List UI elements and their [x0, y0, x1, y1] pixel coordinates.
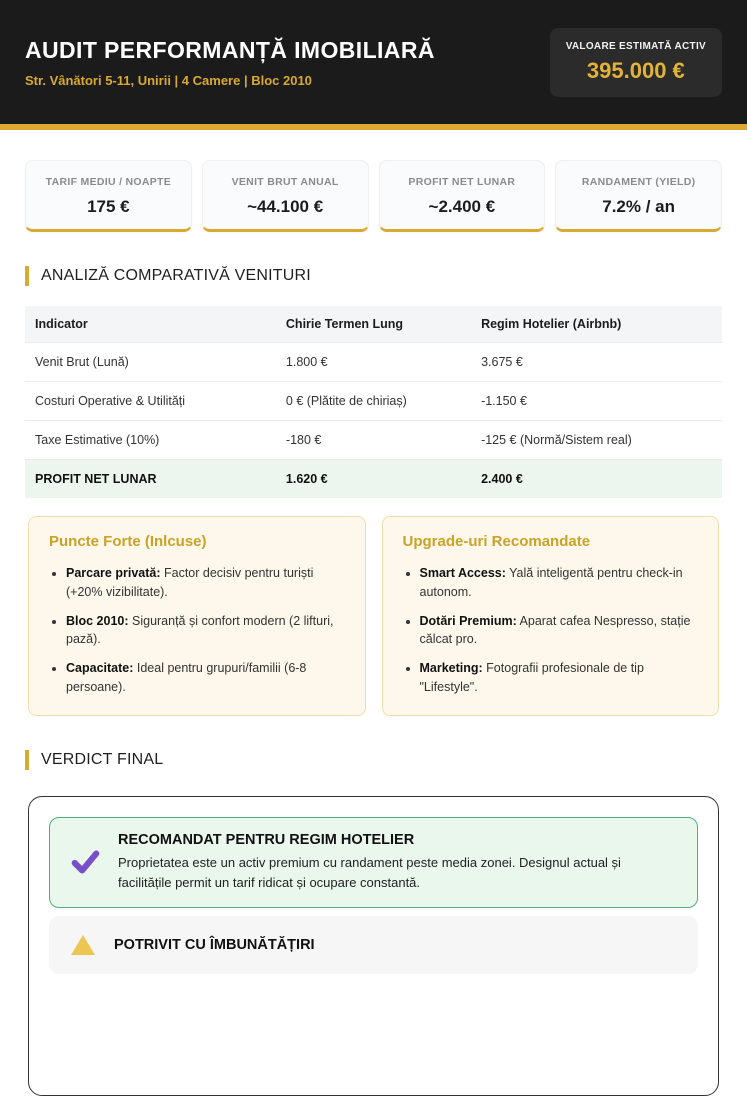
asset-value: 395.000 € — [586, 57, 685, 83]
table-header-row — [25, 306, 722, 343]
asset-value-label: VALOARE ESTIMATĂ ACTIV — [565, 40, 706, 52]
kpi-value: ~44.100 € — [247, 197, 324, 216]
page-title: AUDIT PERFORMANȚĂ IMOBILIARĂ — [25, 36, 435, 63]
section-accent-bar — [25, 750, 29, 770]
kpi-cards-row — [25, 160, 722, 232]
cell-long-term: 0 € (Plătite de chiriaș) — [276, 382, 471, 421]
verdict-recommended-content — [118, 832, 677, 893]
list-item: • Parcare privată: Factor decisiv pentru turiști (+20% vizibilitate). — [66, 564, 345, 602]
section-final-verdict — [25, 750, 722, 770]
verdict-suitable-title: POTRIVIT CU ÎMBUNĂTĂȚIRI — [114, 936, 315, 953]
cell-long-term: 1.800 € — [276, 343, 471, 382]
kpi-value: 7.2% / an — [602, 197, 675, 216]
section-title-text: VERDICT FINAL — [41, 750, 164, 768]
column-header-hotel-regime: Regim Hotelier (Airbnb) — [471, 306, 722, 343]
strengths-box — [28, 516, 366, 716]
kpi-label: TARIF MEDIU / NOAPTE — [45, 176, 172, 188]
verdict-recommended — [49, 817, 698, 908]
asset-value-box — [550, 28, 722, 97]
upgrades-box — [382, 516, 720, 716]
cell-indicator: Taxe Estimative (10%) — [25, 421, 276, 460]
list-item: • Dotări Premium: Aparat cafea Nespresso, stație călcat pro. — [420, 612, 699, 650]
list-item: • Smart Access: Yală inteligentă pentru check-in autonom. — [420, 564, 699, 602]
cell-hotel: -125 € (Normă/Sistem real) — [471, 421, 722, 460]
table-row — [25, 382, 722, 421]
cell-hotel: 2.400 € — [471, 460, 722, 499]
section-income-comparison — [25, 266, 722, 286]
cell-hotel: -1.150 € — [471, 382, 722, 421]
verdict-recommended-title: RECOMANDAT PENTRU REGIM HOTELIER — [118, 831, 415, 848]
list-item: • Marketing: Fotografii profesionale de tip "Lifestyle". — [420, 659, 699, 697]
cell-indicator: Venit Brut (Lună) — [25, 343, 276, 382]
section-accent-bar — [25, 266, 29, 286]
cell-hotel: 3.675 € — [471, 343, 722, 382]
kpi-label: RANDAMENT (YIELD) — [581, 176, 696, 188]
verdict-suitable-content — [114, 937, 315, 953]
column-header-indicator: Indicator — [25, 306, 276, 343]
verdict-recommended-text: Proprietatea este un activ premium cu randament peste media zonei. Designul actual și facilitățile permit un tarif ridicat și ocupare constantă. — [118, 854, 621, 890]
table-row — [25, 343, 722, 382]
kpi-card-net-monthly — [379, 160, 546, 232]
feature-boxes-row — [28, 516, 719, 716]
verdict-container — [28, 796, 719, 1096]
property-address: Str. Vânători 5-11, Unirii | 4 Camere | Bloc 2010 — [25, 72, 312, 88]
header-text-block — [25, 37, 435, 88]
kpi-card-nightly-rate — [25, 160, 192, 232]
cell-long-term: -180 € — [276, 421, 471, 460]
warning-icon — [70, 933, 96, 957]
kpi-card-yield — [555, 160, 722, 232]
strengths-list — [49, 564, 345, 697]
upgrades-title: Upgrade-uri Recomandate — [402, 533, 591, 550]
kpi-label: VENIT BRUT ANUAL — [231, 176, 339, 188]
kpi-card-gross-annual — [202, 160, 369, 232]
column-header-long-term: Chirie Termen Lung — [276, 306, 471, 343]
report-header — [0, 0, 747, 130]
upgrades-list — [403, 564, 699, 697]
kpi-value: ~2.400 € — [428, 197, 496, 216]
check-icon — [70, 847, 100, 877]
kpi-value: 175 € — [87, 197, 130, 216]
cell-indicator: Costuri Operative & Utilități — [25, 382, 276, 421]
income-comparison-table — [25, 306, 722, 498]
table-row-total — [25, 460, 722, 499]
list-item: • Capacitate: Ideal pentru grupuri/familii (6-8 persoane). — [66, 659, 345, 697]
section-title-text: ANALIZĂ COMPARATIVĂ VENITURI — [41, 267, 311, 284]
cell-indicator: PROFIT NET LUNAR — [25, 460, 276, 499]
list-item: • Bloc 2010: Siguranță și confort modern (2 lifturi, pază). — [66, 612, 345, 650]
verdict-suitable — [49, 916, 698, 974]
cell-long-term: 1.620 € — [276, 460, 471, 499]
strengths-title: Puncte Forte (Inlcuse) — [49, 533, 207, 550]
table-row — [25, 421, 722, 460]
kpi-label: PROFIT NET LUNAR — [408, 176, 516, 188]
